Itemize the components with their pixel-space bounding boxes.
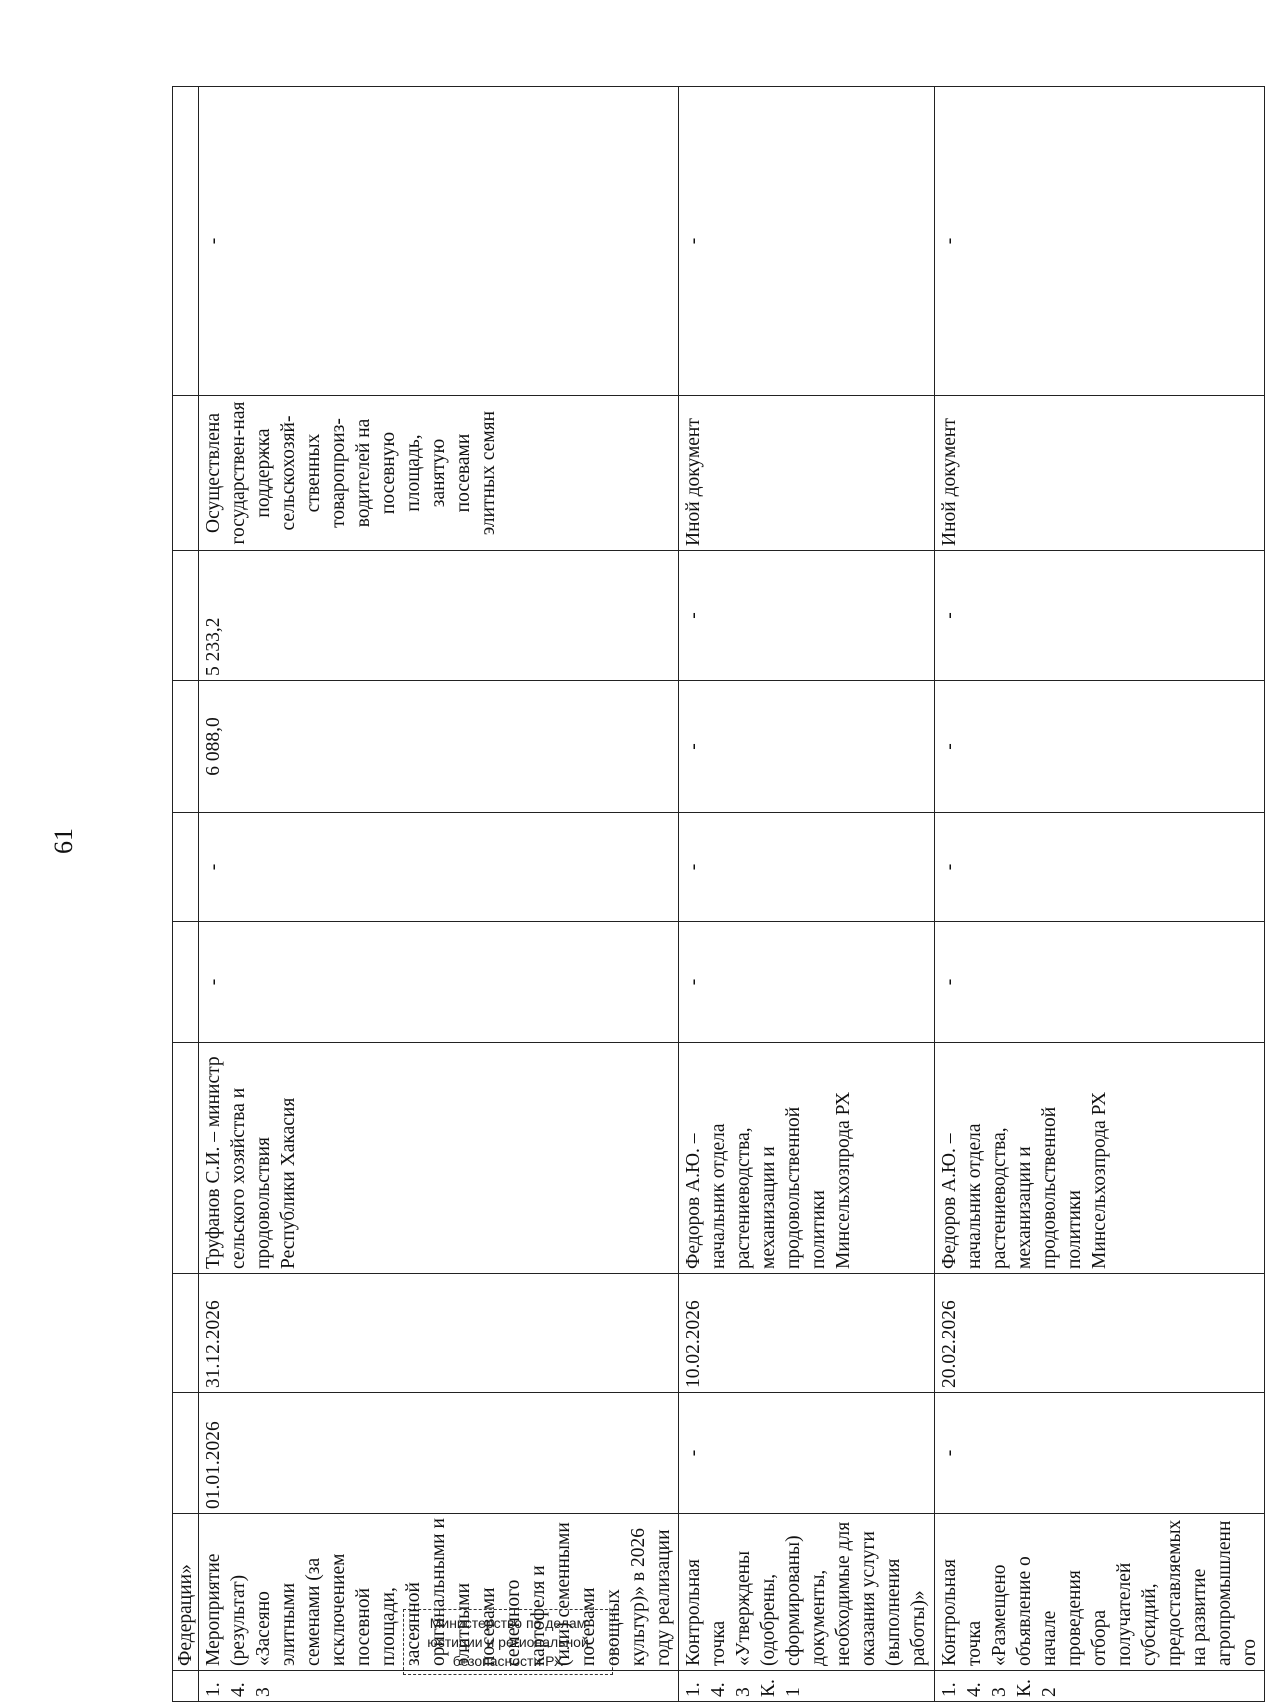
table-row <box>198 86 678 1701</box>
table-row <box>934 86 1264 1701</box>
row-end-date: 10.02.2026 <box>678 1273 934 1392</box>
row-responsible: Федоров А.Ю. – начальник отдела растениеводства, механизации и продовольственной политики Минсельхозпрода РХ <box>678 1042 934 1273</box>
row-number: 1.4.3 <box>198 1670 678 1701</box>
row-value-2: - <box>678 812 934 921</box>
row-start-date: 01.01.2026 <box>198 1392 678 1513</box>
measures-table <box>172 86 1265 1702</box>
row-number: 1.4.3 К.1 <box>678 1670 934 1701</box>
row-name: Контрольная точка «Размещено объявление о начале проведения отбора получателей субсидий, предоставляемых на развитие агропромышленного <box>934 1513 1264 1670</box>
table-cell <box>172 550 198 680</box>
row-start-date: - <box>934 1392 1264 1513</box>
row-last: - <box>934 86 1264 395</box>
table-cell <box>172 1273 198 1392</box>
ministry-stamp <box>403 1609 613 1675</box>
stamp-line: юстиции и региональной <box>427 1634 589 1650</box>
rotated-table-container <box>172 87 1260 1702</box>
row-last: - <box>198 86 678 395</box>
row-value-2: - <box>198 812 678 921</box>
row-responsible: Труфанов С.И. – министр сельского хозяйства и продовольствия Республики Хакасия <box>198 1042 678 1273</box>
row-value-3: - <box>934 680 1264 812</box>
row-value-4: - <box>934 550 1264 680</box>
row-responsible: Федоров А.Ю. – начальник отдела растениеводства, механизации и продовольственной политики Минсельхозпрода РХ <box>934 1042 1264 1273</box>
row-end-date: 31.12.2026 <box>198 1273 678 1392</box>
row-start-date: - <box>678 1392 934 1513</box>
table-row <box>678 86 934 1701</box>
row-last: - <box>678 86 934 395</box>
header-continuation: Федерации» <box>172 1513 198 1670</box>
table-cell <box>172 1042 198 1273</box>
table-header-row <box>172 86 198 1701</box>
row-document: Иной документ <box>678 395 934 550</box>
table-cell <box>172 1670 198 1701</box>
row-name: Контрольная точка «Утверждены (одобрены, сформированы) документы, необходимые для оказания услуги (выполнения работы)» <box>678 1513 934 1670</box>
row-end-date: 20.02.2026 <box>934 1273 1264 1392</box>
row-value-3: 6 088,0 <box>198 680 678 812</box>
stamp-line: Министерство по делам <box>429 1615 587 1631</box>
row-value-4: - <box>678 550 934 680</box>
row-value-1: - <box>198 921 678 1042</box>
row-document: Иной документ <box>934 395 1264 550</box>
table-cell <box>172 395 198 550</box>
row-value-4: 5 233,2 <box>198 550 678 680</box>
row-document: Осуществлена государствен-ная поддержка сельскохозяй-ственных товаропроиз-водителей на посевную площадь, занятую посевами элитных семян <box>198 395 678 550</box>
row-value-1: - <box>678 921 934 1042</box>
table-cell <box>172 1392 198 1513</box>
row-name: Мероприятие (результат) «Засеяно элитными семенами (за исключением посевной площади, засеянной оригинальными и элитными посевами семенного картофеля и (или) семенными посевами овощных культур)» в 2026 году реализации <box>198 1513 678 1670</box>
table-cell <box>172 812 198 921</box>
row-value-1: - <box>934 921 1264 1042</box>
row-number: 1.4.3 К.2 <box>934 1670 1264 1701</box>
table-cell <box>172 921 198 1042</box>
table-cell <box>172 86 198 395</box>
page-number: 61 <box>49 828 78 854</box>
row-value-3: - <box>678 680 934 812</box>
table-cell <box>172 680 198 812</box>
row-value-2: - <box>934 812 1264 921</box>
stamp-line: безопасности РХ <box>452 1653 564 1669</box>
